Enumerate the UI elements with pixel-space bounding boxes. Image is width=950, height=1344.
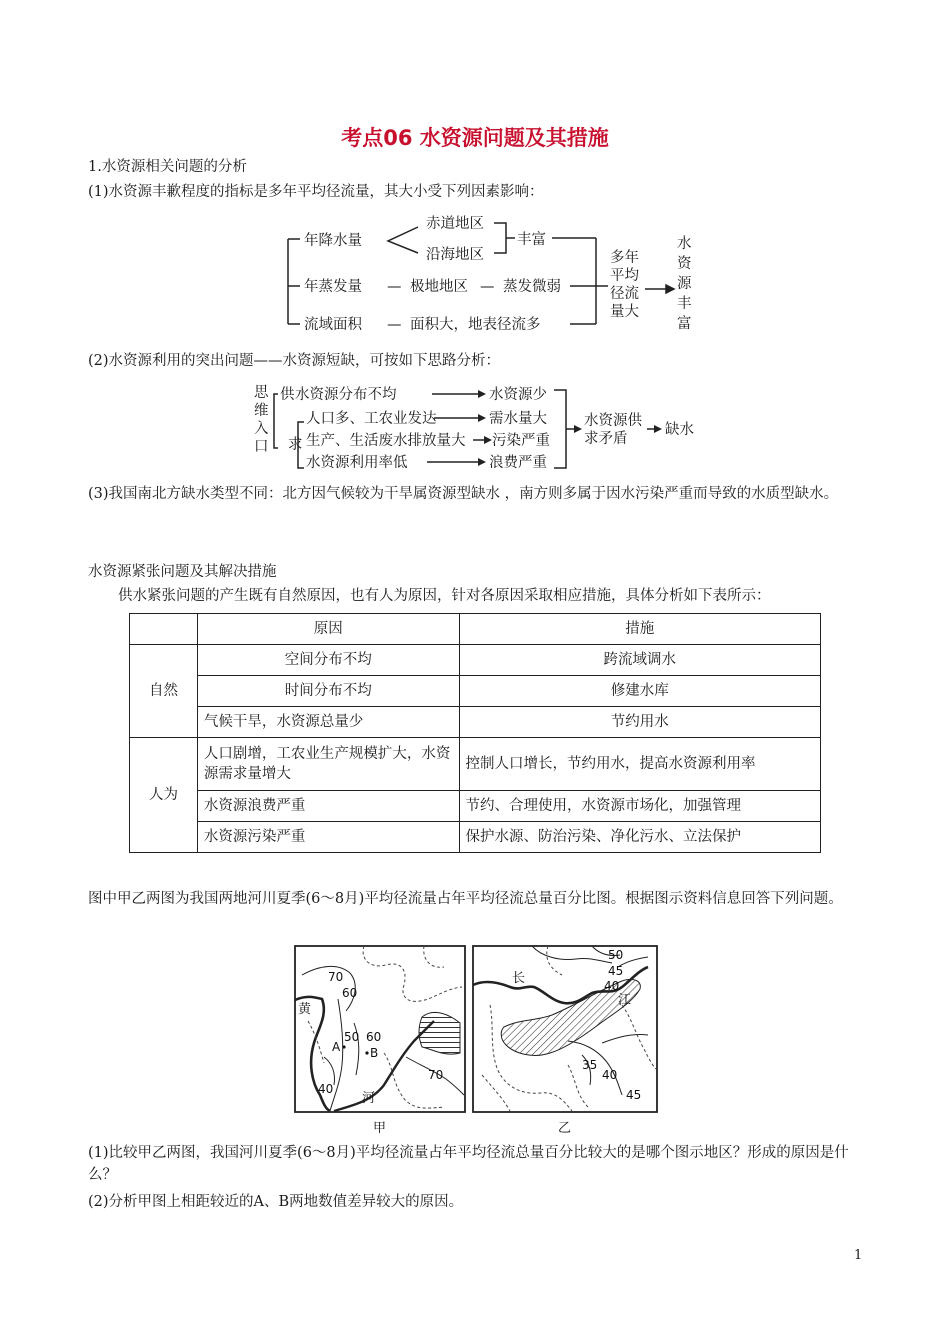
yi-caption: 乙 xyxy=(558,1121,572,1135)
table-row xyxy=(130,791,821,822)
d2-d2: 生产、生活废水排放量大 xyxy=(306,433,466,449)
d1-final-4: 丰 xyxy=(677,296,692,312)
shortage-diagram xyxy=(252,380,722,475)
d2-s1: 水资源分布不均 xyxy=(295,387,397,403)
factor-diagram xyxy=(270,207,710,337)
d1-dash2: — xyxy=(480,279,495,295)
section2-intro: 供水紧张问题的产生既有自然原因，也有人为原因，针对各原因采取相应措施，具体分析如下表所示： xyxy=(118,588,771,604)
d1-mid-1: 多年 xyxy=(610,250,639,266)
d2-outcome: 缺水 xyxy=(665,422,694,438)
page-number: 1 xyxy=(854,1248,863,1263)
d2-entry-1: 思 xyxy=(254,385,269,401)
d2-r2: 需水量大 xyxy=(489,411,547,427)
table-row xyxy=(130,707,821,738)
map-jia xyxy=(294,945,466,1135)
jia-a: A xyxy=(332,1040,341,1054)
jia-c60b: 60 xyxy=(366,1030,382,1044)
measure-cell: 保护水源、防治污染、净化污水、立法保护 xyxy=(459,822,820,853)
table-row xyxy=(130,676,821,707)
measure-cell: 节约、合理使用，水资源市场化，加强管理 xyxy=(459,791,820,822)
d1-factor1: 年降水量 xyxy=(304,233,362,249)
d2-r3: 污染严重 xyxy=(492,433,550,449)
measure-cell: 修建水库 xyxy=(459,676,820,707)
d1-dash3: — xyxy=(387,317,402,333)
d1-result3: 面积大，地表径流多 xyxy=(410,317,541,333)
d1-final-2: 资 xyxy=(677,256,692,272)
d1-result1: 丰富 xyxy=(517,232,546,248)
table-row xyxy=(130,822,821,853)
measure-cell: 跨流域调水 xyxy=(459,645,820,676)
table-row xyxy=(130,645,821,676)
header-measure: 措施 xyxy=(459,614,820,645)
header-cause: 原因 xyxy=(197,614,459,645)
d2-r1: 水资源少 xyxy=(489,387,547,403)
yi-jiang: 江 xyxy=(618,993,632,1008)
jia-c40: 40 xyxy=(318,1082,334,1096)
cause-cell: 水资源浪费严重 xyxy=(197,791,459,822)
jia-c50: 50 xyxy=(344,1030,360,1044)
question-2: (2)分析甲图上相距较近的A、B两地数值差异较大的原因。 xyxy=(88,1194,464,1210)
d1-branch1a: 赤道地区 xyxy=(426,216,484,232)
d1-result2: 蒸发微弱 xyxy=(503,279,561,295)
table-header-row xyxy=(130,614,821,645)
d1-branch2: 极地地区 xyxy=(410,279,468,295)
cause-cell: 人口剧增，工农业生产规模扩大，水资源需求量增大 xyxy=(197,738,459,791)
d2-supply: 供 xyxy=(280,387,295,403)
measure-cell: 节约用水 xyxy=(459,707,820,738)
jia-caption: 甲 xyxy=(373,1121,387,1135)
yi-c45b: 45 xyxy=(626,1088,642,1102)
jia-b: B xyxy=(370,1046,379,1060)
section1-p3: (3)我国南北方缺水类型不同：北方因气候较为干旱属资源型缺水 ，南方则多属于因水污染严重而导致的水质型缺水。 xyxy=(88,486,839,502)
question-1: (1)比较甲乙两图，我国河川夏季(6～8月)平均径流量占年平均径流总量百分比较大的是哪个图示地区？形成的原因是什么？ xyxy=(88,1145,849,1183)
cause-cell: 气候干旱，水资源总量少 xyxy=(197,707,459,738)
d1-branch1b: 沿海地区 xyxy=(426,247,484,263)
yi-chang: 长 xyxy=(512,971,526,986)
section2-heading: 水资源紧张问题及其解决措施 xyxy=(88,564,277,580)
group-human: 人为 xyxy=(130,738,198,853)
d2-entry-2: 维 xyxy=(254,403,269,419)
d1-mid-4: 量大 xyxy=(610,304,639,320)
jia-point-b xyxy=(365,1051,368,1054)
section1-heading: 1.水资源相关问题的分析 xyxy=(88,159,247,175)
d2-contradiction-1: 水资源供 xyxy=(584,413,642,429)
yi-c50: 50 xyxy=(608,948,624,962)
d1-final-3: 源 xyxy=(677,276,692,292)
cause-cell: 空间分布不均 xyxy=(197,645,459,676)
yi-c40a: 40 xyxy=(604,979,620,993)
d2-entry-3: 入 xyxy=(254,421,269,437)
jia-c60a: 60 xyxy=(342,986,358,1000)
yi-c40b: 40 xyxy=(602,1068,618,1082)
jia-he: 河 xyxy=(362,1091,376,1106)
table-corner-cell xyxy=(130,614,198,645)
d2-entry-4: 口 xyxy=(254,439,269,455)
d2-r4: 浪费严重 xyxy=(489,455,547,471)
yi-c35: 35 xyxy=(582,1058,598,1072)
map-yi xyxy=(472,945,658,1135)
group-natural: 自然 xyxy=(130,645,198,738)
question-intro: 图中甲乙两图为我国两地河川夏季(6～8月)平均径流量占年平均径流总量百分比图。根据图示资料信息回答下列问题。 xyxy=(88,891,843,907)
cause-cell: 时间分布不均 xyxy=(197,676,459,707)
jia-point-a xyxy=(342,1045,345,1048)
yi-c45a: 45 xyxy=(608,964,624,978)
d1-mid-3: 径流 xyxy=(610,286,639,302)
jia-c70b: 70 xyxy=(428,1068,444,1082)
jia-c70a: 70 xyxy=(328,970,344,984)
table-row xyxy=(130,738,821,791)
jia-huang: 黄 xyxy=(298,1002,312,1017)
d2-d3: 水资源利用率低 xyxy=(306,455,408,471)
d1-final-5: 富 xyxy=(677,316,692,332)
d1-dash1: — xyxy=(387,279,402,295)
d2-d1: 人口多、工农业发达 xyxy=(306,411,437,427)
d2-contradiction-2: 求矛盾 xyxy=(584,431,628,447)
d1-factor3: 流域面积 xyxy=(304,317,362,333)
d1-mid-2: 平均 xyxy=(610,268,639,284)
measure-cell: 控制人口增长，节约用水，提高水资源利用率 xyxy=(459,738,820,791)
d1-factor2: 年蒸发量 xyxy=(304,279,362,295)
cause-cell: 水资源污染严重 xyxy=(197,822,459,853)
section1-p2: (2)水资源利用的突出问题——水资源短缺，可按如下思路分析： xyxy=(88,353,501,369)
d2-demand: 求 xyxy=(288,437,303,453)
d1-final-1: 水 xyxy=(677,236,692,252)
causes-measures-table xyxy=(129,613,821,853)
section1-p1: (1)水资源丰歉程度的指标是多年平均径流量，其大小受下列因素影响： xyxy=(88,184,544,200)
page-title: 考点06 水资源问题及其措施 xyxy=(341,126,609,150)
